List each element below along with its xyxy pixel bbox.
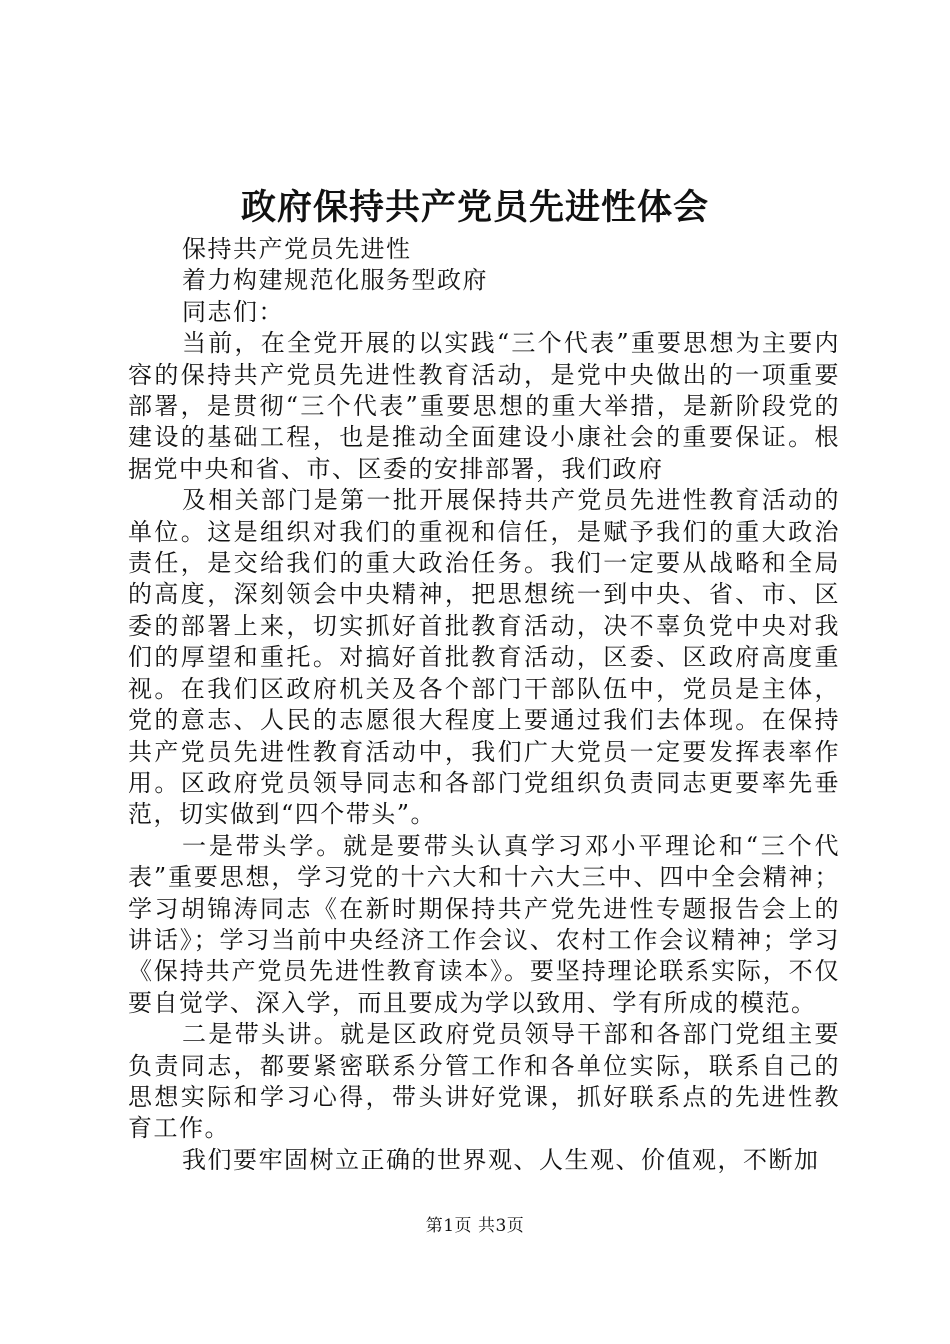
paragraph: 及相关部门是第一批开展保持共产党员先进性教育活动的单位。这是组织对我们的重视和信任，是赋予我们的重大政治责任，是交给我们的重大政治任务。我们一定要从战略和全局的高度，深刻领会中央精神，把思想统一到中央、省、市、区委的部署上来，切实抓好首批教育活动，决不辜负党中央对我们的厚望和重托。对搞好首批教育活动，区委、区政府高度重视。在我们区政府机关及各个部门干部队伍中，党员是主体，党的意志、人民的志愿很大程度上要通过我们去体现。在保持共产党员先进性教育活动中，我们广大党员一定要发挥表率作用。区政府党员领导同志和各部门党组织负责同志更要率先垂范，切实做到“四个带头”。 [128,486,840,829]
paragraph: 当前，在全党开展的以实践“三个代表”重要思想为主要内容的保持共产党员先进性教育活动，是党中央做出的一项重要部署，是贯彻“三个代表”重要思想的重大举措，是新阶段党的建设的基础工程，也是推动全面建设小康社会的重要保证。根据党中央和省、市、区委的安排部署，我们政府 [128,329,840,483]
paragraph: 二是带头讲。就是区政府党员领导干部和各部门党组主要负责同志，都要紧密联系分管工作和各单位实际，联系自己的思想实际和学习心得，带头讲好党课，抓好联系点的先进性教育工作。 [128,1020,840,1143]
document-body [128,234,840,1176]
salutation: 同志们： [182,297,284,326]
subtitle-line-1: 保持共产党员先进性 [182,235,412,263]
paragraph: 我们要牢固树立正确的世界观、人生观、价值观，不断加 [182,1145,820,1174]
subtitle-line-2: 着力构建规范化服务型政府 [182,266,488,295]
paragraph: 一是带头学。就是要带头认真学习邓小平理论和“三个代表”重要思想，学习党的十六大和十六大三中、四中全会精神；学习胡锦涛同志《在新时期保持共产党先进性专题报告会上的讲话》；学习当前中央经济工作会议、农村工作会议精神；学习《保持共产党员先进性教育读本》。要坚持理论联系实际，不仅要自觉学、深入学，而且要成为学以致用、学有所成的模范。 [128,831,840,1017]
document-title: 政府保持共产党员先进性体会 [240,187,709,228]
page-number-footer: 第1页 共3页 [425,1216,525,1236]
